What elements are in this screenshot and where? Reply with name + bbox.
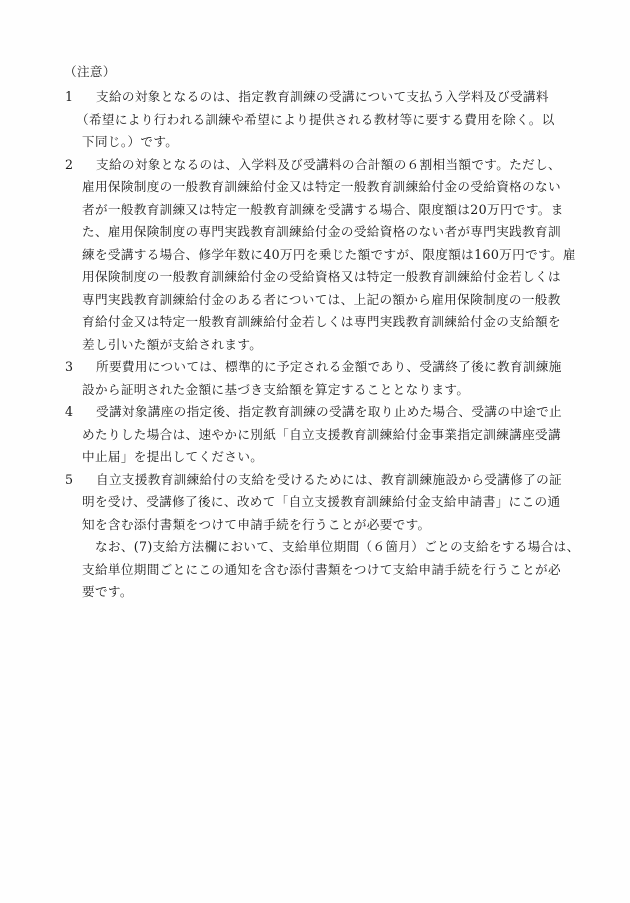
note-line: 知を含む添付書類をつけて申請手続を行うことが必要です。 [82,517,431,532]
note-line: 明を受け、受講修了後に、改めて「自立支援教育訓練給付金支給申請書」にこの通 [82,494,561,509]
note-line: 用保険制度の一般教育訓練給付金の受給資格又は特定一般教育訓練給付金若しくは [82,269,561,284]
notes-heading: （注意） [64,64,116,79]
note-line: 自立支援教育訓練給付の支給を受けるためには、教育訓練施設から受講修了の証 [96,472,562,487]
note-line: 雇用保険制度の一般教育訓練給付金又は特定一般教育訓練給付金の受給資格のない [82,179,561,194]
note-line: めたりした場合は、速やかに別紙「自立支援教育訓練給付金事業指定訓練講座受講 [82,427,561,442]
note-line: 差し引いた額が支給されます。 [82,337,263,352]
note-line: 専門実践教育訓練給付金のある者については、上記の額から雇用保険制度の一般教 [82,292,561,307]
note-line: た、雇用保険制度の専門実践教育訓練給付金の受給資格のない者が専門実践教育訓 [82,224,561,239]
note-line: 育給付金又は特定一般教育訓練給付金若しくは専門実践教育訓練給付金の支給額を [82,314,561,329]
note-line: 練を受講する場合、修学年数に40万円を乗じた額ですが、限度額は160万円です。雇 [82,247,576,262]
note-line: 下同じ。）です。 [82,134,179,149]
note-line: 支給単位期間ごとにこの通知を含む添付書類をつけて支給申請手続を行うことが必 [82,562,561,577]
note-number: 4 [65,404,74,419]
note-line: 所要費用については、標準的に予定される金額であり、受講終了後に教育訓練施 [96,359,562,374]
note-number: 2 [65,157,74,172]
note-line: なお、(7)支給方法欄において、支給単位期間（６箇月）ごとの支給をする場合は、 [82,539,580,554]
note-line: 要です。 [82,584,133,599]
note-line: 支給の対象となるのは、入学料及び受講料の合計額の６割相当額です。ただし、 [96,157,561,172]
note-line: 中止届」を提出してください。 [82,449,264,464]
note-number: 3 [65,359,74,374]
note-line: （希望により行われる訓練や希望により提供される教材等に要する費用を除く。以 [76,112,555,127]
note-line: 受講対象講座の指定後、指定教育訓練の受講を取り止めた場合、受講の中途で止 [96,404,562,419]
note-line: 支給の対象となるのは、指定教育訓練の受講について支払う入学料及び受講料 [96,89,549,104]
note-line: 設から証明された金額に基づき支給額を算定することとなります。 [82,382,470,397]
note-line: 者が一般教育訓練又は特定一般教育訓練を受講する場合、限度額は20万円です。ま [82,202,564,217]
note-number: 5 [65,472,74,487]
note-number: 1 [65,89,74,104]
